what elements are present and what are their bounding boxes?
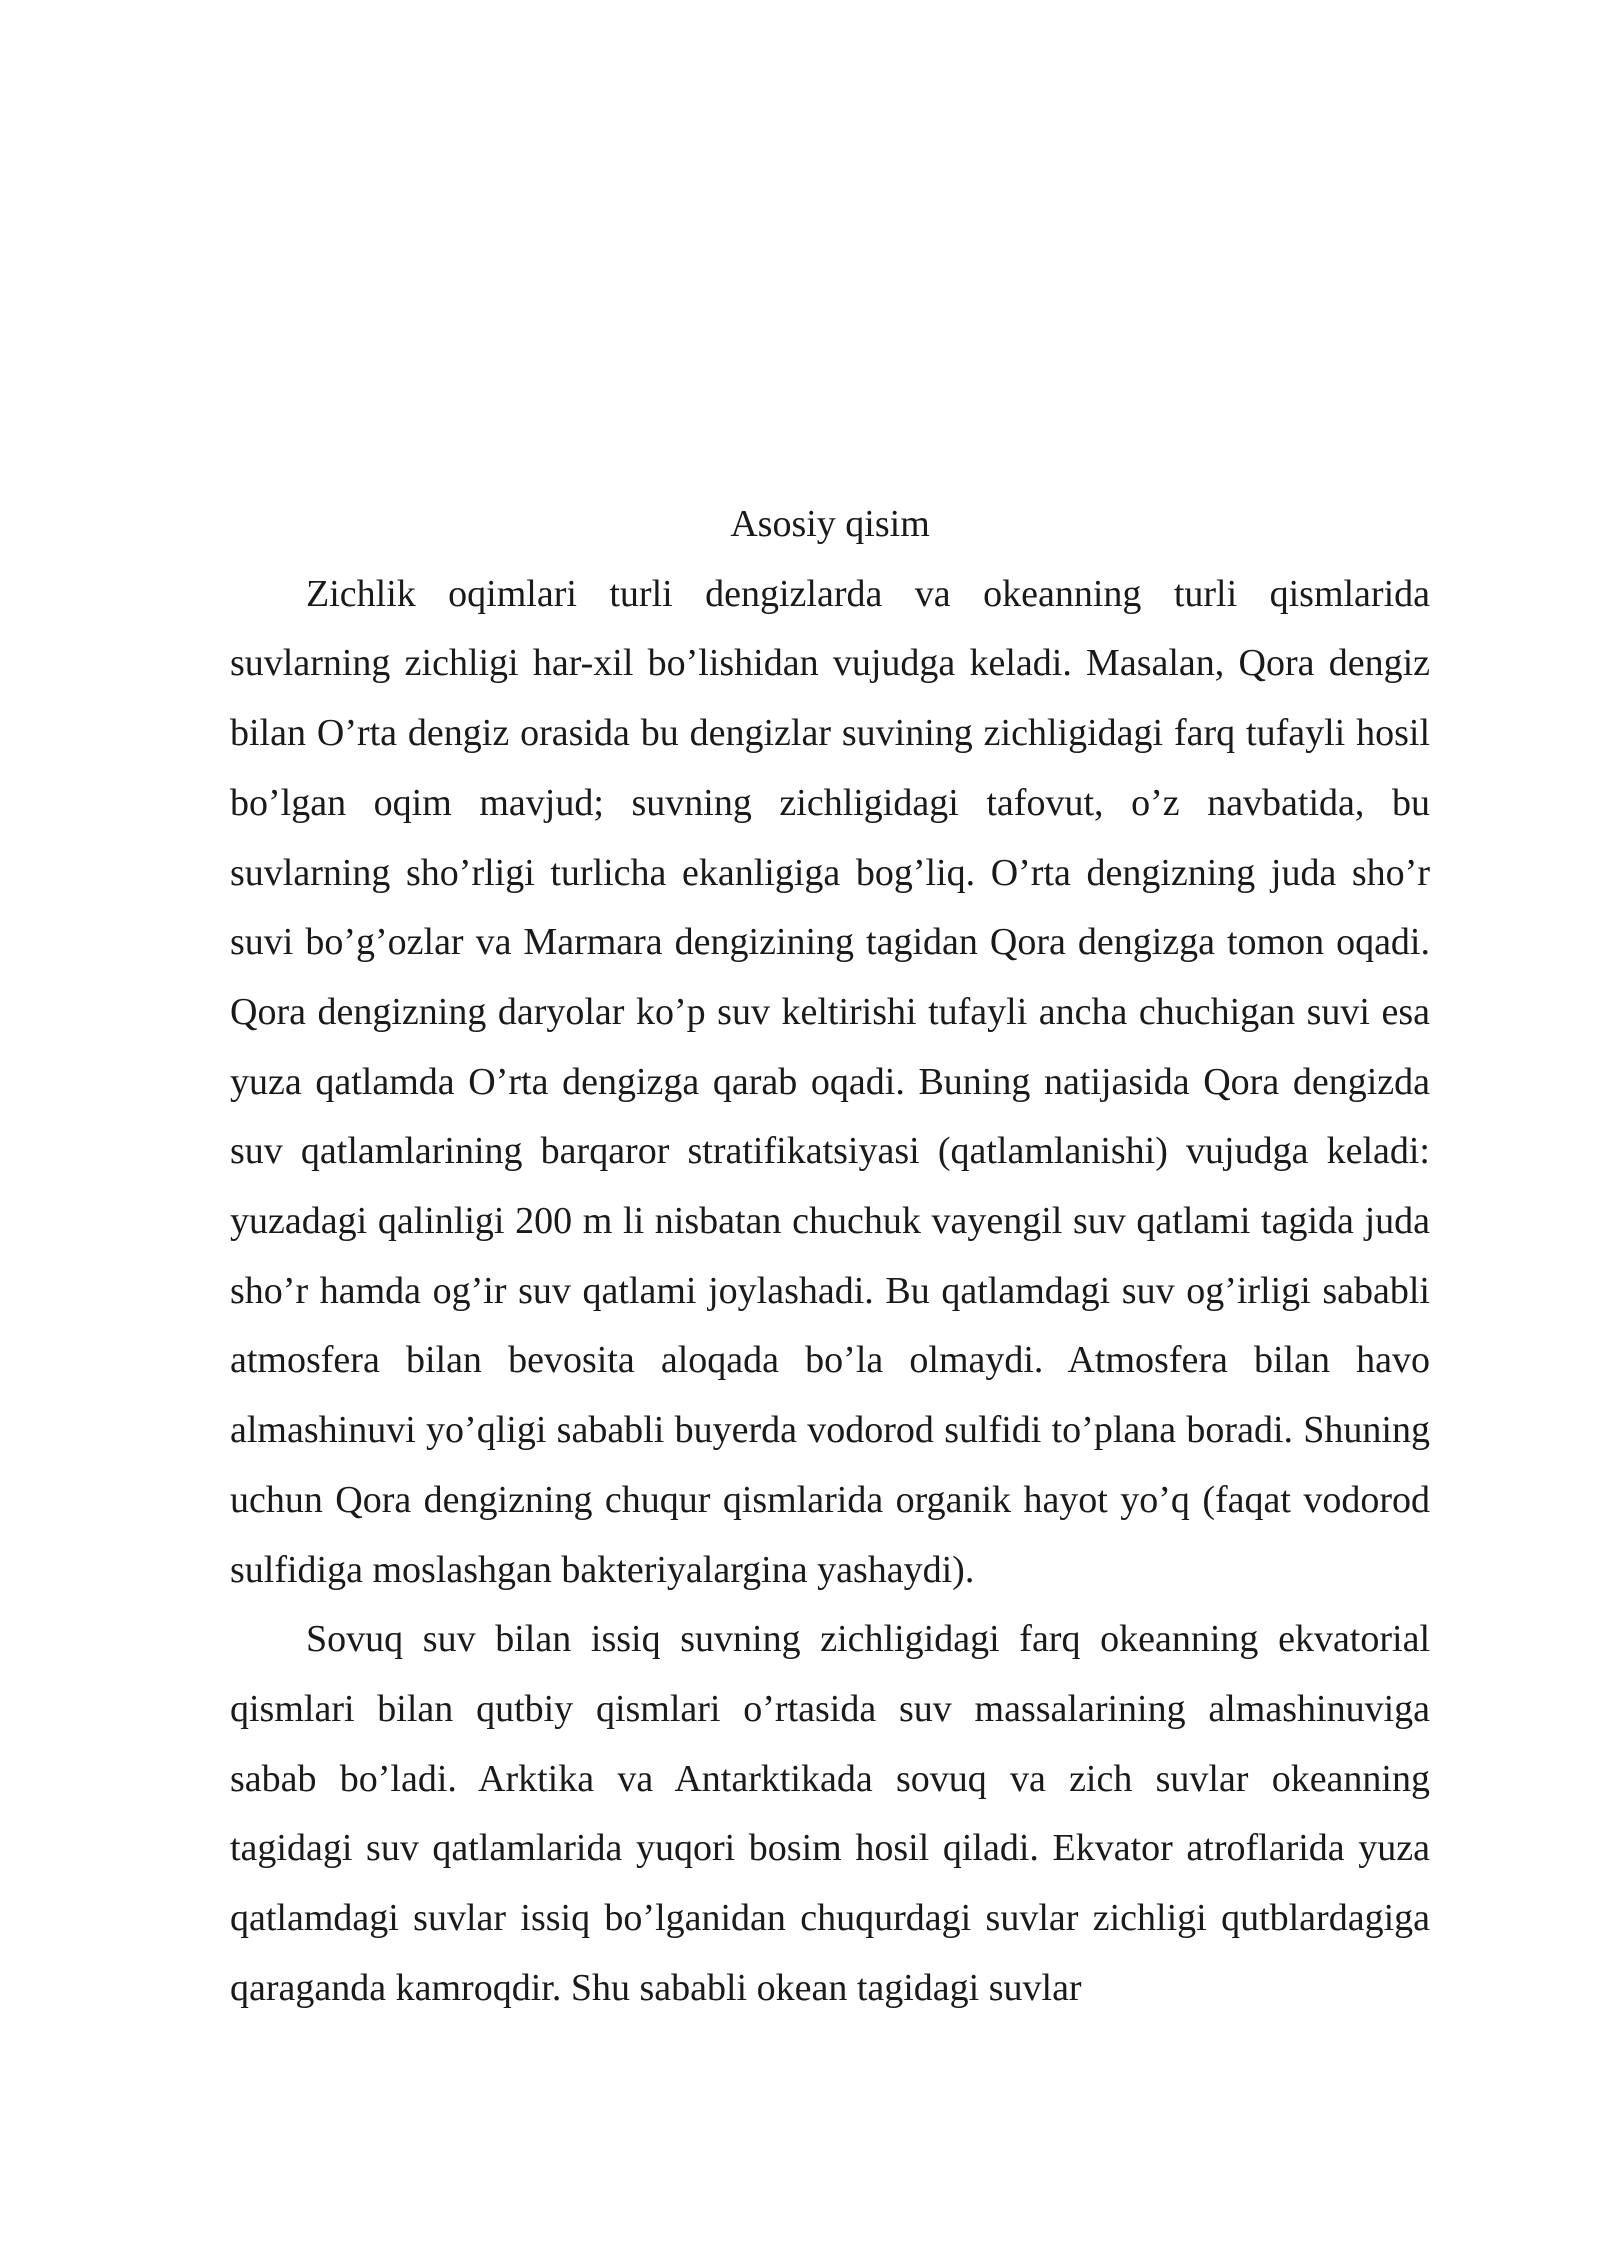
paragraph-density-currents: Zichlik oqimlari turli dengizlarda va okeanning turli qismlarida suvlarning zichligi har-xil bo’lishidan vujudga keladi. Masalan, Qora dengiz bilan O’rta dengiz orasida bu dengizlar suvining zichligidagi farq tufayli hosil bo’lgan oqim mavjud; suvning zichligidagi tafovut, o’z navbatida, bu suvlarning sho’rligi turlicha ekanligiga bog’liq. O’rta dengizning juda sho’r suvi bo’g’ozlar va Marmara dengizining tagidan Qora dengizga tomon oqadi. Qora dengizning daryolar ko’p suv keltirishi tufayli ancha chuchigan suvi esa yuza qatlamda O’rta dengizga qarab oqadi. Buning natijasida Qora dengizda suv qatlamlarining barqaror stratifikatsiyasi (qatlamlanishi) vujudga keladi: yuzadagi qalinligi 200 m li nisbatan chuchuk vayengil suv qatlami tagida juda sho’r hamda og’ir suv qatlami joylashadi. Bu qatlamdagi suv og’irligi sababli atmosfera bilan bevosita aloqada bo’la olmaydi. Atmosfera bilan havo almashinuvi yo’qligi sababli buyerda vodorod sulfidi to’plana boradi. Shuning uchun Qora dengizning chuqur qismlarida organik hayot yo’q (faqat vodorod sulfidiga moslashgan bakteriyalargina yashaydi). [230, 572, 1430, 1591]
paragraph-cold-warm-water: Sovuq suv bilan issiq suvning zichligidagi farq okeanning ekvatorial qismlari bilan qutbiy qismlari o’rtasida suv massalarining almashinuviga sabab bo’ladi. Arktika va Antarktikada sovuq va zich suvlar okeanning tagidagi suv qatlamlarida yuqori bosim hosil qiladi. Ekvator atroflarida yuza qatlamdagi suvlar issiq bo’lganidan chuqurdagi suvlar zichligi qutblardagiga qaraganda kamroqdir. Shu sababli okean tagidagi suvlar [230, 1618, 1430, 2009]
section-heading: Asosiy qisim [730, 503, 930, 545]
document-body [230, 490, 1430, 2023]
